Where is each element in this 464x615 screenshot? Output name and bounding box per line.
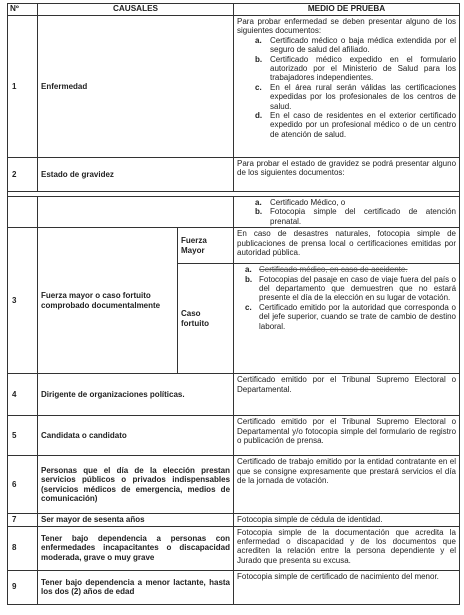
medio-cell: Fotocopia simple de certificado de nacimiento del menor. xyxy=(234,570,460,604)
medio-cell: Certificado emitido por el Tribunal Supremo Electoral o Departamental. xyxy=(234,374,460,416)
item-text: Certificado médico o baja médica extendida por el seguro de salud del afiliado. xyxy=(270,35,457,55)
table-row xyxy=(8,570,460,604)
causales-table xyxy=(7,3,460,605)
medio-cell: Certificado de trabajo emitido por la entidad contratante en el que se consigne expresamente que prestará servicios el día de la jornada de votación. xyxy=(234,456,460,514)
row-number: 9 xyxy=(8,570,38,604)
causal-cell: Personas que el día de la elección prestan servicios públicos o privados indispensables (servicios médicos de emergencia, medios de comunicación) xyxy=(38,456,234,514)
list-item xyxy=(237,55,456,83)
causal-cell: Enfermedad xyxy=(38,16,234,158)
list-item xyxy=(237,198,456,207)
list-item xyxy=(237,303,456,331)
item-letter: d. xyxy=(255,111,263,121)
medio-cell: En caso de desastres naturales, fotocopia simple de publicaciones de prensa local o certificaciones emitidas por autoridad pública. xyxy=(234,228,460,264)
row-number-empty xyxy=(8,197,38,228)
table-row-continued xyxy=(8,197,460,228)
list-item xyxy=(237,265,456,274)
sub-causal-caso-fortuito: Caso fortuito xyxy=(178,264,234,374)
list-item xyxy=(237,111,456,139)
table-header xyxy=(8,4,460,16)
medio-cell: Para probar el estado de gravidez se podrá presentar alguno de los siguientes documentos: xyxy=(234,158,460,192)
causal-cell: Fuerza mayor o caso fortuito comprobado documentalmente xyxy=(38,228,178,374)
item-letter: a. xyxy=(255,35,262,45)
medio-cell xyxy=(234,197,460,228)
row-number: 6 xyxy=(8,456,38,514)
header-causales: CAUSALES xyxy=(38,4,234,16)
medio-intro: Para probar enfermedad se deben presentar alguno de los siguientes documentos: xyxy=(237,17,457,36)
item-letter: c. xyxy=(245,302,252,312)
medio-cell xyxy=(234,264,460,374)
list-item xyxy=(237,207,456,226)
causal-cell-empty xyxy=(38,197,234,228)
document xyxy=(7,3,459,605)
item-letter: b. xyxy=(245,274,253,284)
item-letter: b. xyxy=(255,54,263,64)
item-text: Certificado médico expedido en el formulario autorizado por el Ministerio de Salud para los trabajadores independientes. xyxy=(270,54,457,83)
causal-cell: Tener bajo dependencia a personas con enfermedades incapacitantes o discapacidad moderada, grave o muy grave xyxy=(38,526,234,570)
medio-cell: Certificado emitido por el Tribunal Supremo Electoral o Departamental y/o fotocopia simple del formulario de registro o publicación de prensa. xyxy=(234,416,460,456)
table-row xyxy=(8,158,460,192)
list-item xyxy=(237,83,456,111)
table-row xyxy=(8,456,460,514)
list-item xyxy=(237,36,456,55)
row-number: 4 xyxy=(8,374,38,416)
row-number: 1 xyxy=(8,16,38,158)
table-row xyxy=(8,416,460,456)
document-list xyxy=(237,36,456,139)
document-list xyxy=(237,265,456,331)
causal-cell: Candidata o candidato xyxy=(38,416,234,456)
item-letter: a. xyxy=(255,198,262,207)
item-text: En el área rural serán válidas las certificaciones expedidas por los profesionales de los centros de salud. xyxy=(270,82,457,111)
table-row xyxy=(8,228,460,264)
table-row xyxy=(8,16,460,158)
causal-cell: Estado de gravidez xyxy=(38,158,234,192)
medio-cell: Fotocopia simple de cédula de identidad. xyxy=(234,514,460,526)
causal-cell: Ser mayor de sesenta años xyxy=(38,514,234,526)
item-text: Certificado médico, en caso de accidente. xyxy=(259,265,408,275)
item-letter: a. xyxy=(245,265,252,275)
item-text: En el caso de residentes en el exterior certificado expedido por un profesional médico o de un centro de atención de salud. xyxy=(270,111,457,139)
item-text: Certificado emitido por la autoridad que corresponda o del jefe superior, cuando se trate de cambio de destino laboral. xyxy=(259,302,457,331)
medio-cell: Fotocopia simple de la documentación que acredita la enfermedad o discapacidad y de los documentos que acrediten la relación entre la persona dependiente y el Jurado que presenta su excusa. xyxy=(234,526,460,570)
table-row xyxy=(8,514,460,526)
item-text: Certificado Médico, o xyxy=(270,198,346,207)
row-number: 2 xyxy=(8,158,38,192)
list-item xyxy=(237,275,456,303)
item-letter: b. xyxy=(255,207,263,217)
header-medio: MEDIO DE PRUEBA xyxy=(234,4,460,16)
item-text: Fotocopias del pasaje en caso de viaje fuera del país o del departamento que demuestren que no estará presente el día de la elección en su lugar de votación. xyxy=(259,274,457,303)
medio-cell xyxy=(234,16,460,158)
table-row xyxy=(8,374,460,416)
document-list xyxy=(237,198,456,226)
header-num: Nº xyxy=(8,4,38,16)
row-number: 7 xyxy=(8,514,38,526)
row-number: 8 xyxy=(8,526,38,570)
causal-cell: Tener bajo dependencia a menor lactante, hasta los dos (2) años de edad xyxy=(38,570,234,604)
table-row xyxy=(8,526,460,570)
row-number: 3 xyxy=(8,228,38,374)
item-text: Fotocopia simple del certificado de atención prenatal. xyxy=(270,207,457,226)
sub-causal-fuerza-mayor: Fuerza Mayor xyxy=(178,228,234,264)
item-letter: c. xyxy=(255,82,262,92)
causal-cell: Dirigente de organizaciones políticas. xyxy=(38,374,234,416)
row-number: 5 xyxy=(8,416,38,456)
